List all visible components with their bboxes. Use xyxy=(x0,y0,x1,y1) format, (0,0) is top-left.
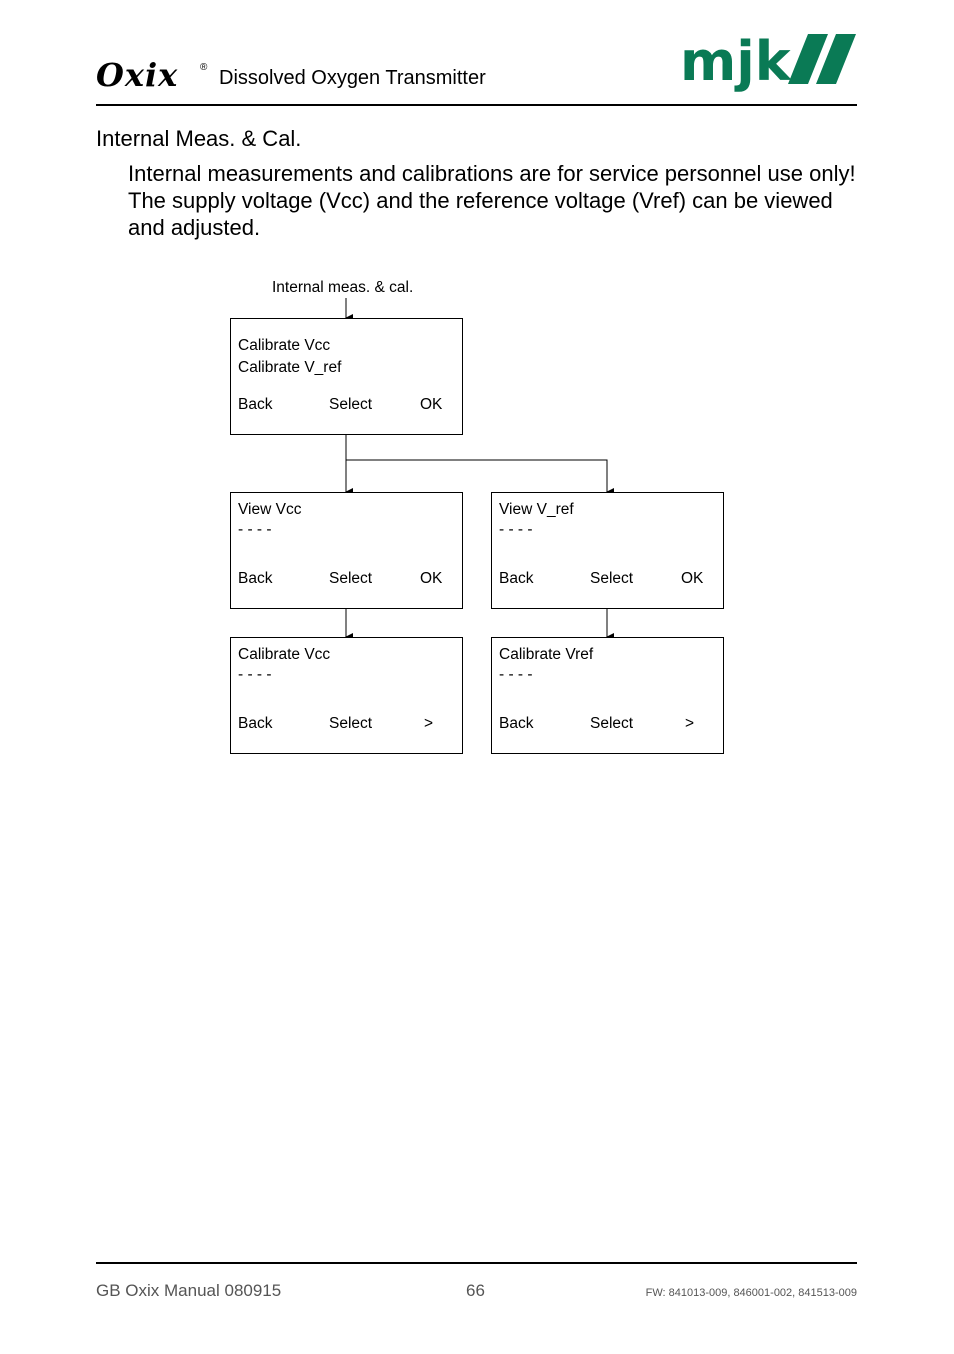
menu-line: Calibrate V_ref xyxy=(238,359,342,376)
softkey-ok: OK xyxy=(681,570,704,587)
menu-line: Calibrate Vref xyxy=(499,646,594,663)
oxix-brand-logo: Oxix xyxy=(96,56,179,94)
menu-box-view-vref xyxy=(491,492,724,609)
mjk-logo-text: mjk xyxy=(680,30,791,93)
registered-mark: ® xyxy=(200,62,208,73)
intro-line: Internal measurements and calibrations are for service personnel use only! xyxy=(128,161,856,186)
document-title: Dissolved Oxygen Transmitter xyxy=(219,67,486,89)
softkey-select: Select xyxy=(590,570,634,587)
menu-line: Calibrate Vcc xyxy=(238,337,331,354)
header-divider xyxy=(96,104,857,106)
softkey-back: Back xyxy=(499,570,534,587)
footer-manual-name: GB Oxix Manual 080915 xyxy=(96,1281,282,1300)
diagram-entry-label: Internal meas. & cal. xyxy=(272,279,414,296)
footer-divider xyxy=(96,1262,857,1264)
menu-box-calibrate-vref xyxy=(491,637,724,754)
menu-line: Calibrate Vcc xyxy=(238,646,331,663)
softkey-back: Back xyxy=(238,570,273,587)
softkey-select: Select xyxy=(329,715,373,732)
menu-line: View Vcc xyxy=(238,501,302,518)
menu-placeholder-value: - - - - xyxy=(238,666,272,683)
menu-placeholder-value: - - - - xyxy=(238,521,272,538)
softkey-back: Back xyxy=(499,715,534,732)
menu-line: View V_ref xyxy=(499,501,574,518)
menu-box-view-vcc xyxy=(230,492,463,609)
menu-placeholder-value: - - - - xyxy=(499,521,533,538)
softkey-back: Back xyxy=(238,396,273,413)
footer-firmware: FW: 841013-009, 846001-002, 841513-009 xyxy=(645,1287,857,1299)
page-number: 66 xyxy=(466,1281,485,1300)
softkey-next: > xyxy=(685,715,695,732)
intro-paragraph xyxy=(128,160,868,241)
softkey-next: > xyxy=(424,715,434,732)
menu-box-calibrate xyxy=(230,318,463,435)
menu-placeholder-value: - - - - xyxy=(499,666,533,683)
intro-line: and adjusted. xyxy=(128,215,261,240)
softkey-select: Select xyxy=(590,715,634,732)
softkey-select: Select xyxy=(329,570,373,587)
section-heading: Internal Meas. & Cal. xyxy=(96,126,302,151)
menu-box-calibrate-vcc xyxy=(230,637,463,754)
arrow-top-to-view-vref xyxy=(346,460,607,492)
softkey-ok: OK xyxy=(420,396,443,413)
mjk-logo-icon xyxy=(680,30,858,102)
softkey-select: Select xyxy=(329,396,373,413)
softkey-ok: OK xyxy=(420,570,443,587)
softkey-back: Back xyxy=(238,715,273,732)
intro-line: The supply voltage (Vcc) and the reference voltage (Vref) can be viewed xyxy=(128,188,833,213)
